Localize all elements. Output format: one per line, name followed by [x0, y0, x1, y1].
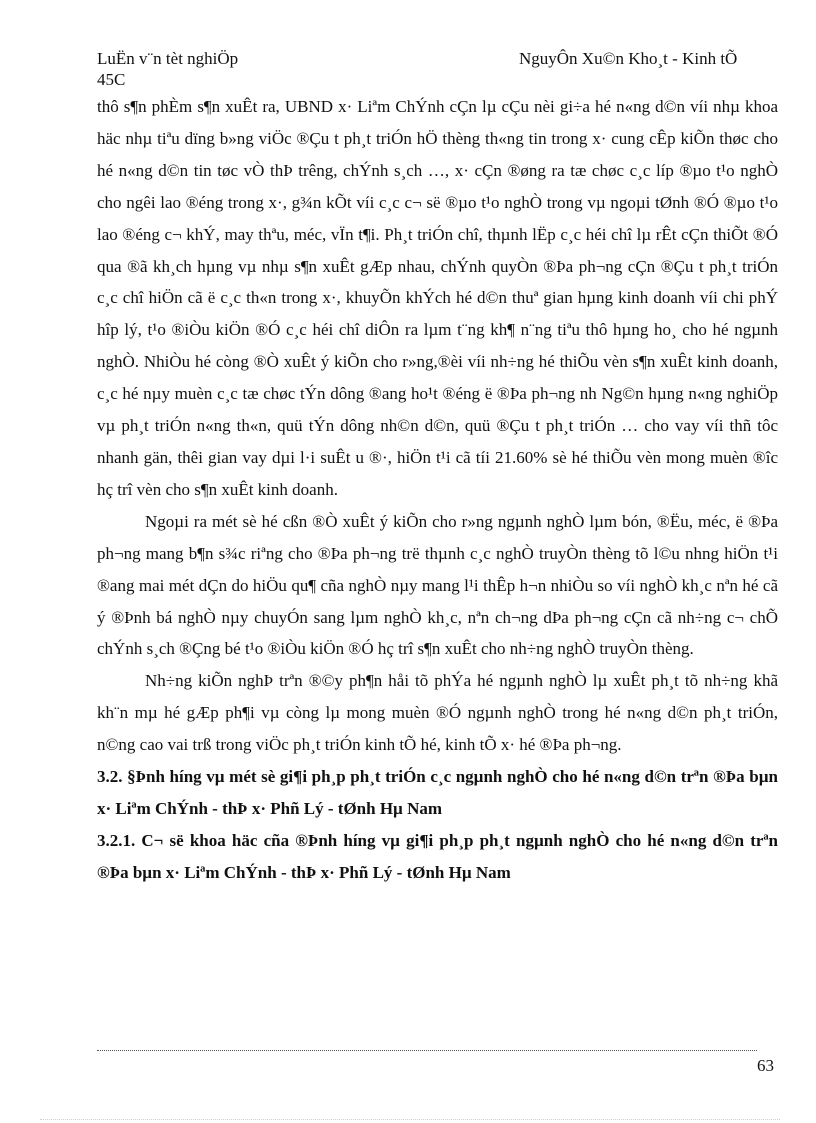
paragraph-traditional-crafts: Ngoµi ra mét sè hé cßn ®Ò xuÊt ý kiÕn cho r»ng ngµnh nghÒ lµm bón, ®Ëu, méc, ë ®Þa ph¬ng mang b¶n s¾c riªng cho ®Þa ph¬ng trë thµnh c¸c nghÒ truyÒn thèng tõ l©u nhng hiÖn t¹i ®ang mai mét dÇn do hiÖu qu¶ cña nghÒ nµy mang l¹i thÊp h¬n nhiÒu so víi nghÒ kh¸c nªn hé cã ý ®Þnh bá nghÒ nµy chuyÓn sang lµm nghÒ kh¸c, nªn ch¬ng dÞa ph¬ng cÇn cã nh÷ng c¬ chÕ chÝnh s¸ch ®Çng bé t¹o ®iÒu kiÖn ®Ó hç trî s¶n xuÊt cho nh÷ng nghÒ truyÒn thèng. — [97, 511, 778, 659]
class-label: 45C — [97, 70, 126, 89]
section-heading-3-2-1: 3.2.1. C¬ së khoa häc cña ®Þnh híng vµ gi¶i ph¸p ph¸t ngµnh nghÒ cho hé n«ng d©n trªn ®Þa bµn x· Liªm ChÝnh - thÞ x· Phñ Lý - tØnh Hµ Nam — [97, 830, 778, 882]
page-number: 63 — [757, 1056, 774, 1075]
footer-divider — [97, 1050, 757, 1051]
paragraph-recommendations: Nh÷ng kiÕn nghÞ trªn ®©y ph¶n håi tõ phÝa hé ngµnh nghÒ lµ xuÊt ph¸t tõ nh÷ng khã kh¨n mµ hé gÆp ph¶i vµ còng lµ mong muèn ®Ó ngµnh nghÒ trong hé n«ng d©n ph¸t triÓn, n©ng cao vai trß trong viÖc ph¸t triÓn kinh tÕ hé, kinh tÕ x· hé ®Þa ph¬ng. — [97, 671, 778, 755]
page-bottom-edge — [40, 1119, 780, 1120]
paragraph-continuation: thô s¶n phÈm s¶n xuÊt ra, UBND x· Liªm ChÝnh cÇn lµ cÇu nèi gi÷a hé n«ng d©n víi nhµ khoa häc nhµ tiªu dïng b»ng viÖc ®Çu t ph¸t triÓn hÖ thèng th«ng tin trong x· cung cÊp kiÕn thøc cho hé n«ng d©n tin tøc vÒ thÞ trêng, chÝnh s¸ch …, x· cÇn ®øng ra tæ chøc c¸c líp ®µo t¹o nghÒ cho ngêi lao ®éng trong x·, g¾n kÕt víi c¸c c¬ së ®µo t¹o nghÒ trong vµ ngoµi tØnh ®Ó ®µo t¹o lao ®éng c¬ khÝ, may thªu, méc, vÏn t¶i. Ph¸t triÓn chî, thµnh lËp c¸c héi chî lµ rÊt cÇn thiÕt ®Ó qua ®ã kh¸ch hµng vµ nhµ s¶n xuÊt gÆp nhau, chÝnh quyÒn ®Þa ph¬ng cÇn ®Çu t ph¸t triÓn c¸c chî hiÖn cã ë c¸c th«n trong x·, khuyÕn khÝch hé d©n thuª gian hµng kinh doanh víi chi phÝ hîp lý, t¹o ®iÒu kiÖn ®Ó c¸c héi chî diÔn ra lµm t¨ng kh¶ n¨ng tiªu thô hµng ho¸ cho hé ngµnh nghÒ. NhiÒu hé còng ®Ò xuÊt ý kiÕn cho r»ng,®èi víi nh÷ng hé thiÕu vèn s¶n xuÊt kinh doanh, c¸c hé nµy muèn c¸c tæ chøc tÝn dông ®ang ho¹t ®éng ë ®Þa ph¬ng nh Ng©n hµng n«ng nghiÖp vµ ph¸t triÓn n«ng th«n, quü tÝn dông nh©n d©n, quü ®Çu t ph¸t triÓn … cho vay víi thñ tôc nhanh gän, thêi gian vay dµi l·i suÊt u ®·, hiÖn t¹i cã tíi 21.60% sè hé thiÕu vèn mong muèn ®îc hç trî vèn cho s¶n xuÊt kinh doanh. — [97, 97, 778, 499]
page-body — [97, 91, 778, 889]
thesis-label: LuËn v¨n tèt nghiÖp — [97, 49, 239, 68]
running-header-author: NguyÔn Xu©n Kho¸t - Kinh tÕ — [519, 49, 738, 68]
section-heading-3-2: 3.2. §Þnh híng vµ mét sè gi¶i ph¸p ph¸t triÓn c¸c ngµnh nghÒ cho hé n«ng d©n trªn ®Þa bµn x· Liªm ChÝnh - thÞ x· Phñ Lý - tØnh Hµ Nam — [97, 767, 778, 818]
running-header-left — [97, 48, 238, 90]
